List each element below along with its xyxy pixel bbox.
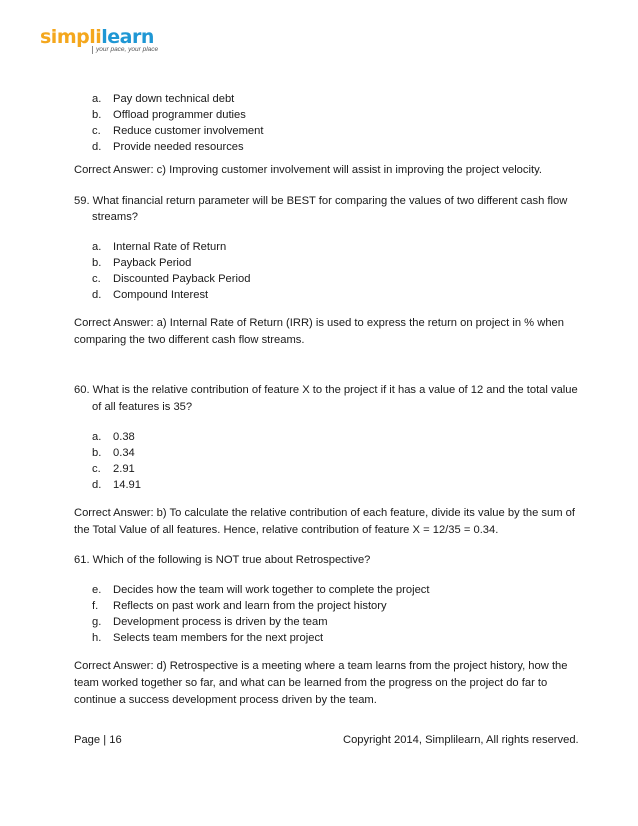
option-text: Provide needed resources <box>113 141 244 153</box>
option-text: Compound Interest <box>113 289 209 301</box>
q59-answer-line2: comparing the two different cash flow streams. <box>74 334 305 346</box>
option-text: Selects team members for the next project <box>113 632 324 644</box>
option-text: Payback Period <box>113 257 192 269</box>
option-marker: a. <box>92 241 102 253</box>
q61-question-line1: 61. Which of the following is NOT true about Retrospective? <box>74 554 371 566</box>
option-marker: a. <box>92 431 102 443</box>
q61-answer-line2: team worked together so far, and what can be learned from the progress on the project do far to <box>74 677 548 689</box>
option-text: 14.91 <box>113 479 141 491</box>
logo-learn: learn <box>101 26 154 48</box>
q59-question-line1: 59. What financial return parameter will be BEST for comparing the values of two different cash flow <box>74 195 568 207</box>
q59-answer-line1: Correct Answer: a) Internal Rate of Return (IRR) is used to express the return on project in % when <box>74 317 564 329</box>
q59-question-line2: streams? <box>92 211 139 223</box>
option-text: Reduce customer involvement <box>113 125 264 137</box>
logo-wordmark <box>40 26 154 48</box>
option-marker: d. <box>92 289 102 301</box>
q61-answer-line1: Correct Answer: d) Retrospective is a meeting where a team learns from the project history, how the <box>74 660 568 672</box>
option-text: Pay down technical debt <box>113 93 235 105</box>
option-marker: g. <box>92 616 102 628</box>
q60-answer-line2: the Total Value of all features. Hence, relative contribution of feature X = 12/35 = 0.34. <box>74 524 499 536</box>
option-marker: e. <box>92 584 102 596</box>
option-text: Internal Rate of Return <box>113 241 227 253</box>
option-marker: d. <box>92 141 102 153</box>
option-marker: c. <box>92 273 101 285</box>
option-marker: c. <box>92 125 101 137</box>
q61-answer-line3: continue a success development process driven by the team. <box>74 694 377 706</box>
q60-answer-line1: Correct Answer: b) To calculate the relative contribution of each feature, divide its value by the sum of <box>74 507 576 519</box>
logo-tagline: your pace, your place <box>92 46 158 54</box>
q60-question-line2: of all features is 35? <box>92 401 193 413</box>
logo-simpl: simpl <box>40 26 96 48</box>
q58-answer: Correct Answer: c) Improving customer involvement will assist in improving the project velocity. <box>74 164 542 176</box>
option-text: Decides how the team will work together to complete the project <box>113 584 430 596</box>
option-marker: b. <box>92 257 102 269</box>
option-marker: b. <box>92 109 102 121</box>
option-marker: a. <box>92 93 102 105</box>
copyright: Copyright 2014, Simplilearn, All rights reserved. <box>343 734 579 746</box>
page-number: Page | 16 <box>74 734 122 746</box>
option-marker: h. <box>92 632 102 644</box>
option-marker: f. <box>92 600 99 612</box>
option-text: Discounted Payback Period <box>113 273 251 285</box>
option-marker: d. <box>92 479 102 491</box>
option-text: 0.38 <box>113 431 135 443</box>
option-marker: b. <box>92 447 102 459</box>
option-text: Development process is driven by the team <box>113 616 328 628</box>
q60-question-line1: 60. What is the relative contribution of feature X to the project if it has a value of 12 and the total value <box>74 384 578 396</box>
option-text: Offload programmer duties <box>113 109 246 121</box>
option-text: 2.91 <box>113 463 135 475</box>
option-text: Reflects on past work and learn from the project history <box>113 600 387 612</box>
option-marker: c. <box>92 463 101 475</box>
option-text: 0.34 <box>113 447 135 459</box>
logo-i: i <box>95 26 102 48</box>
simplilearn-logo <box>40 26 170 56</box>
